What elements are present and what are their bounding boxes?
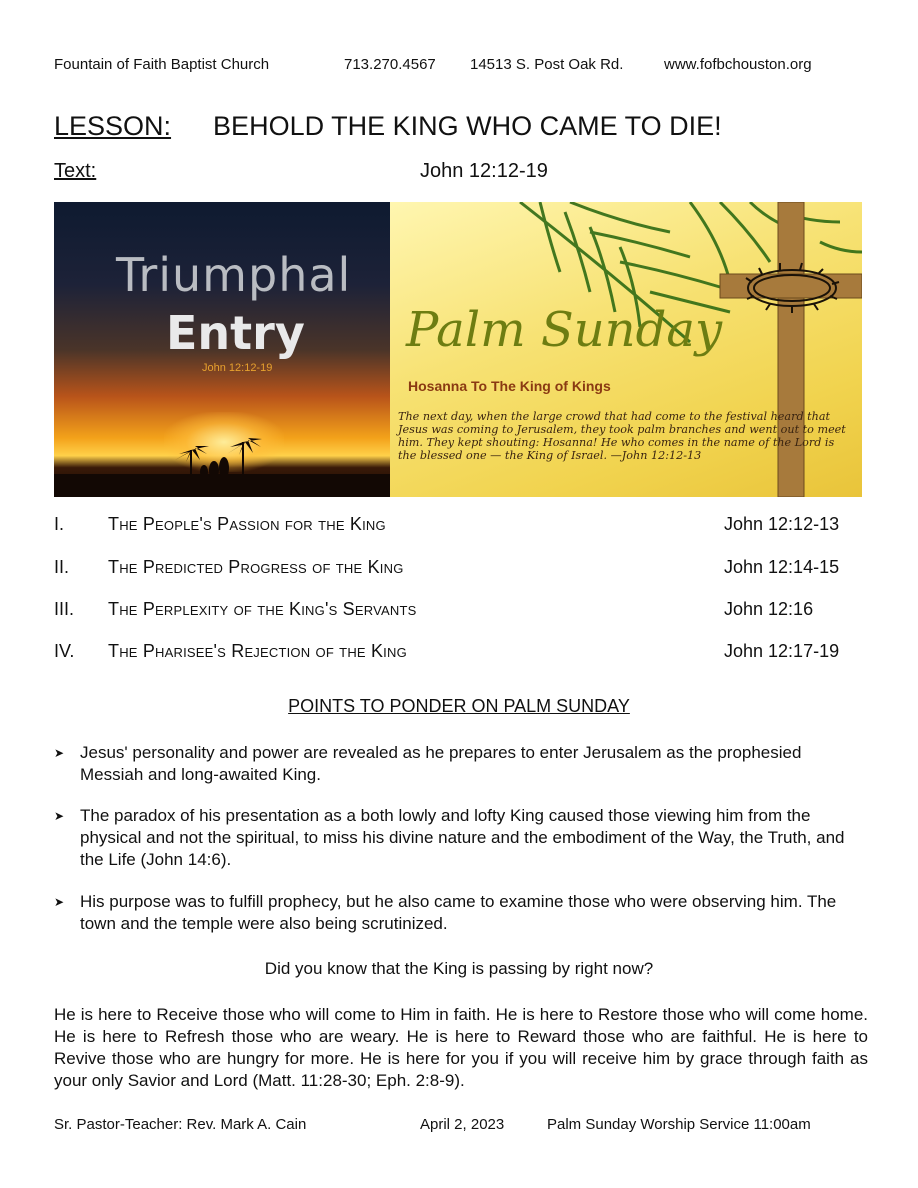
service-time: Palm Sunday Worship Service 11:00am [547, 1116, 811, 1133]
text-label: Text: [54, 160, 97, 182]
lesson-heading [54, 111, 722, 142]
outline-reference: John 12:12-13 [724, 514, 840, 534]
outline-title: The People's Passion for the King [108, 514, 386, 534]
church-address: 14513 S. Post Oak Rd. [470, 56, 624, 73]
palm-sunday-banner [54, 202, 862, 497]
outline-number: IV. [54, 641, 75, 661]
outline-number: II. [54, 557, 70, 577]
triumphal-word: Triumphal [116, 248, 352, 302]
palm-sunday-subtitle: Hosanna To The King of Kings [408, 378, 611, 394]
outline-point [54, 599, 854, 623]
outline-reference: John 12:17-19 [724, 641, 840, 661]
outline-title: The Pharisee's Rejection of the King [108, 641, 407, 661]
church-name: Fountain of Faith Baptist Church [54, 56, 270, 73]
outline-title: The Predicted Progress of the King [108, 557, 404, 577]
ponder-question: Did you know that the King is passing by right now? [264, 959, 654, 978]
outline-point [54, 641, 854, 665]
arrow-bullet-icon: ➤ [54, 809, 65, 823]
pastor-name: Sr. Pastor-Teacher: Rev. Mark A. Cain [54, 1116, 307, 1133]
palm-sunday-image [390, 202, 862, 497]
text-reference-row [54, 160, 854, 186]
outline-number: III. [54, 599, 75, 619]
closing-paragraph: He is here to Receive those who will come to Him in faith. He is here to Restore those who will come home. He is here to Refresh those who are weary. He is here to Reward those who are faithful. He is here to Revive those who are hungry for more. He is here for you if you will receive him by grace through faith as your only Savior and Lord (Matt. 11:28-30; Eph. 2:8-9). [54, 1005, 868, 1090]
church-header [54, 56, 864, 76]
triumphal-reference: John 12:12-19 [202, 362, 273, 374]
palm-sunday-title: Palm Sunday [406, 302, 723, 358]
church-phone: 713.270.4567 [344, 56, 436, 73]
outline-number: I. [54, 514, 65, 534]
triumphal-entry-image [54, 202, 390, 497]
ponder-heading [0, 696, 918, 717]
service-date: April 2, 2023 [420, 1116, 505, 1133]
lesson-title: BEHOLD THE KING WHO CAME TO DIE! [213, 111, 722, 141]
ponder-bullet-text: The paradox of his presentation as a both lowly and lofty King caused those viewing him from the physical and not the spiritual, to miss his divine nature and the embodiment of the Way, the Truth, and the Life (John 14:6). [80, 806, 845, 869]
ponder-bullet-text: Jesus' personality and power are revealed as he prepares to enter Jerusalem as the prophesied Messiah and long-awaited King. [80, 743, 802, 784]
arrow-bullet-icon: ➤ [54, 746, 65, 760]
text-reference: John 12:12-19 [420, 160, 548, 182]
outline-reference: John 12:16 [724, 599, 814, 619]
church-website: www.fofbchouston.org [664, 56, 812, 73]
entry-word: Entry [166, 306, 305, 360]
bulletin-footer [54, 1116, 864, 1136]
outline-point [54, 514, 854, 538]
outline-reference: John 12:14-15 [724, 557, 840, 577]
ponder-title: POINTS TO PONDER ON PALM SUNDAY [288, 696, 630, 716]
palm-sunday-verse: The next day, when the large crowd that had come to the festival heard that Jesus was coming to Jerusalem, they took palm branches and went out to meet him. They kept shouting: Hosanna! He who comes in the name of the Lord is the blessed one — the King of Israel. —John 12:12-13 [398, 410, 846, 462]
outline-point [54, 557, 854, 581]
ponder-bullet-text: His purpose was to fulfill prophecy, but he also came to examine those who were observing him. The town and the temple were also being scrutinized. [80, 892, 837, 933]
lesson-label: LESSON: [54, 111, 172, 141]
outline-title: The Perplexity of the King's Servants [108, 599, 417, 619]
arrow-bullet-icon: ➤ [54, 895, 65, 909]
